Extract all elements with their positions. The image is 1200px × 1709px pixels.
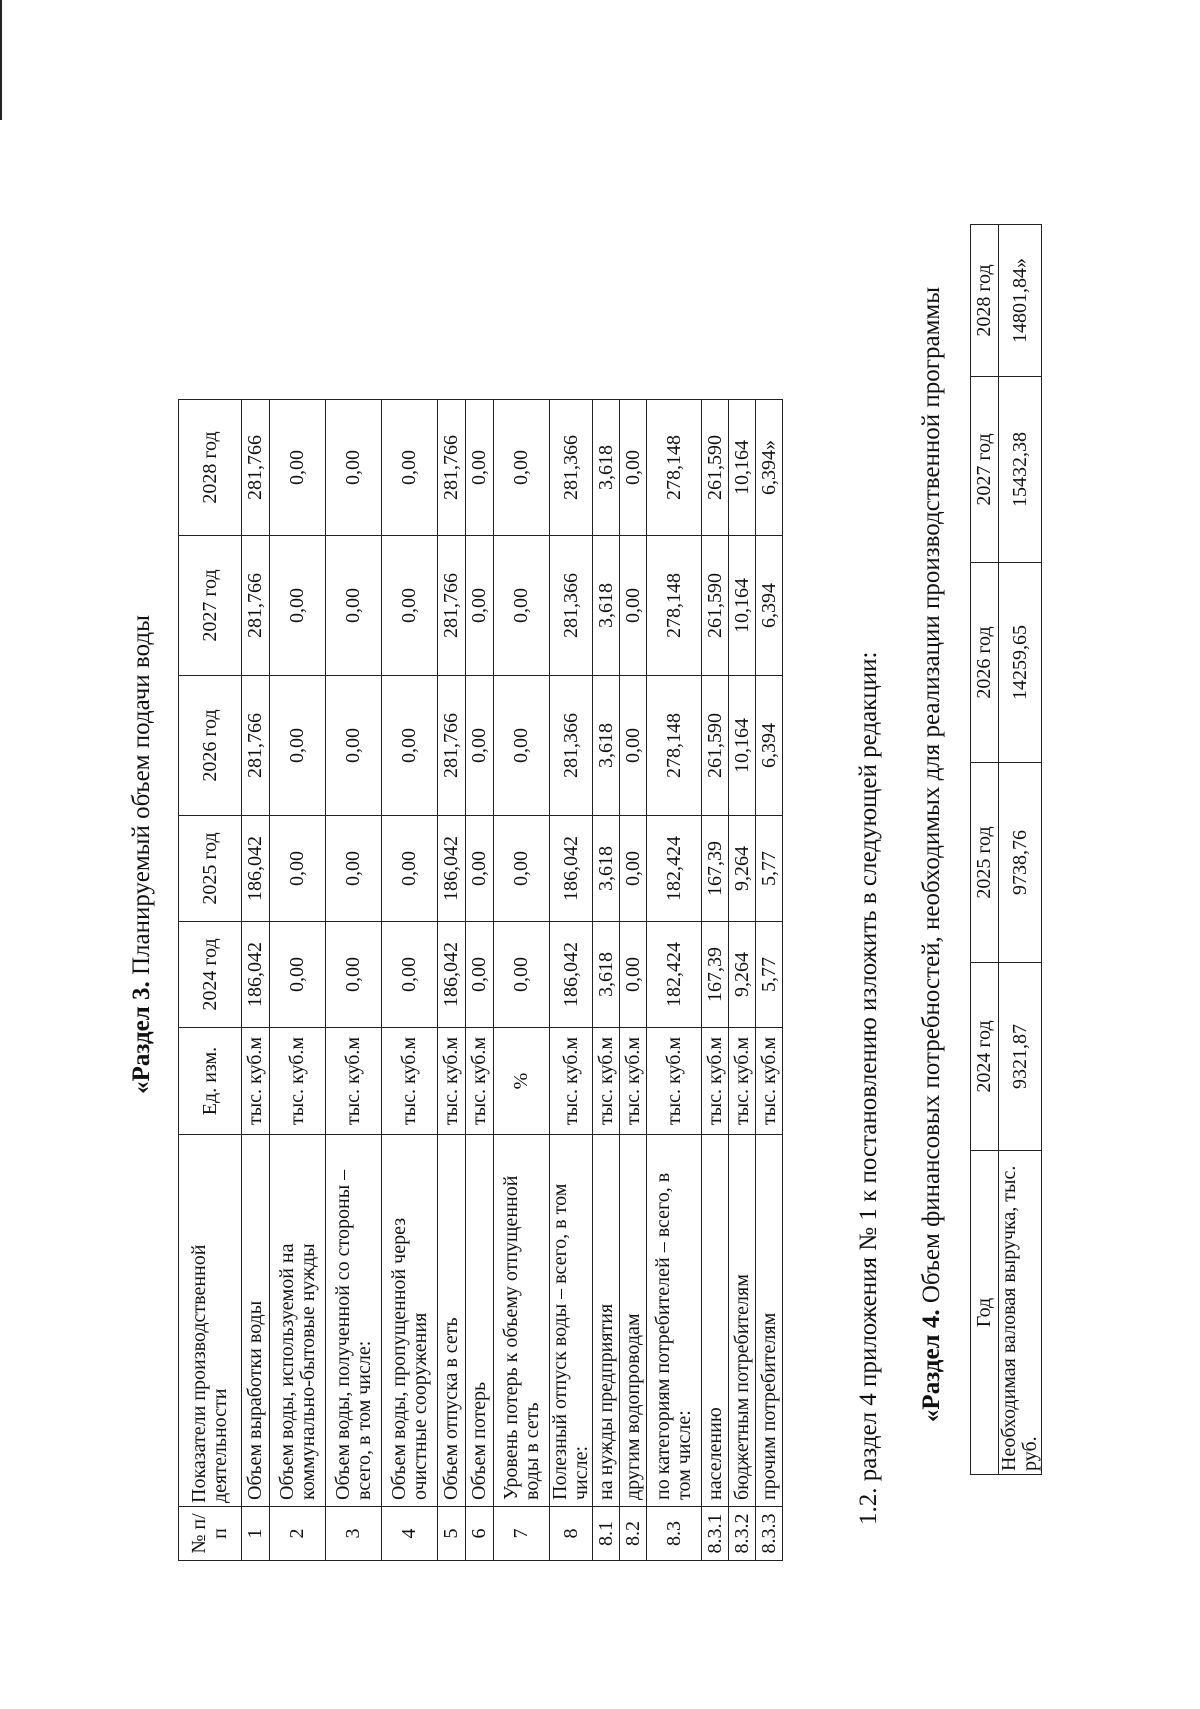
row-number-cell: 6 [466, 1507, 494, 1561]
value-cell: 186,042 [438, 922, 466, 1028]
section-3-title: «Раздел 3. Планируемый объем подачи воды [128, 615, 155, 1094]
row-number-cell: 8.3.2 [729, 1507, 756, 1561]
table-cell: 14801,84» [999, 225, 1042, 377]
indicator-name-cell: Объем отпуска в сеть [438, 1135, 466, 1507]
value-cell: 186,042 [242, 816, 270, 922]
indicator-name-cell: прочим потребителям [756, 1135, 783, 1507]
value-cell: 281,766 [242, 536, 270, 676]
value-cell: 0,00 [270, 536, 326, 676]
table-header-row [971, 225, 999, 1475]
header-cell: 2028 год [971, 225, 999, 377]
row-number-cell: 2 [270, 1507, 326, 1561]
value-cell: 281,766 [438, 400, 466, 536]
value-cell: 3,618 [593, 400, 620, 536]
unit-cell: тыс. куб.м [438, 1028, 466, 1135]
value-cell: 0,00 [620, 400, 647, 536]
value-cell: 281,366 [550, 676, 593, 816]
value-cell: 0,00 [382, 676, 438, 816]
table-row [647, 400, 702, 1561]
row-number-cell: 8.1 [593, 1507, 620, 1561]
header-cell: 2026 год [179, 676, 242, 816]
value-cell: 281,766 [242, 400, 270, 536]
value-cell: 0,00 [466, 400, 494, 536]
indicator-name-cell: по категориям потребителей – всего, в том числе: [647, 1135, 702, 1507]
value-cell: 0,00 [270, 400, 326, 536]
indicator-name-cell: населению [702, 1135, 729, 1507]
indicator-name-cell: на нужды предприятия [593, 1135, 620, 1507]
row-number-cell: 8.2 [620, 1507, 647, 1561]
value-cell: 0,00 [494, 922, 550, 1028]
value-cell: 0,00 [494, 676, 550, 816]
value-cell: 3,618 [593, 676, 620, 816]
value-cell: 186,042 [242, 922, 270, 1028]
value-cell: 182,424 [647, 922, 702, 1028]
table-row [756, 400, 783, 1561]
header-cell: 2024 год [179, 922, 242, 1028]
indicator-name-cell: другим водопроводам [620, 1135, 647, 1507]
financial-needs-table [970, 224, 1042, 1475]
header-cell: 2027 год [971, 377, 999, 563]
unit-cell: тыс. куб.м [270, 1028, 326, 1135]
indicator-name-cell: Полезный отпуск воды – всего, в том числе: [550, 1135, 593, 1507]
unit-cell: тыс. куб.м [756, 1028, 783, 1135]
value-cell: 281,766 [438, 536, 466, 676]
row-number-cell: 5 [438, 1507, 466, 1561]
value-cell: 9,264 [729, 922, 756, 1028]
table-row [593, 400, 620, 1561]
indicator-name-cell: Объем выработки воды [242, 1135, 270, 1507]
table-cell: 9321,87 [999, 963, 1042, 1151]
value-cell: 0,00 [326, 816, 382, 922]
indicator-name-cell: Объем воды, пропущенной через очистные сооружения [382, 1135, 438, 1507]
amendment-note: 1.2. раздел 4 приложения № 1 к постановлению изложить в следующей редакции: [855, 651, 882, 1525]
value-cell: 281,766 [242, 676, 270, 816]
header-cell: 2028 год [179, 400, 242, 536]
value-cell: 261,590 [702, 536, 729, 676]
header-cell: 2027 год [179, 536, 242, 676]
value-cell: 0,00 [326, 536, 382, 676]
unit-cell: тыс. куб.м [242, 1028, 270, 1135]
unit-cell: % [494, 1028, 550, 1135]
unit-cell: тыс. куб.м [550, 1028, 593, 1135]
value-cell: 3,618 [593, 922, 620, 1028]
row-number-cell: 8.3.1 [702, 1507, 729, 1561]
table-row [702, 400, 729, 1561]
value-cell: 281,366 [550, 400, 593, 536]
value-cell: 0,00 [326, 922, 382, 1028]
value-cell: 186,042 [550, 922, 593, 1028]
value-cell: 0,00 [382, 922, 438, 1028]
table-cell: 15432,38 [999, 377, 1042, 563]
indicator-name-cell: Уровень потерь к объему отпущенной воды в сеть [494, 1135, 550, 1507]
value-cell: 0,00 [494, 400, 550, 536]
table-row [326, 400, 382, 1561]
value-cell: 0,00 [326, 676, 382, 816]
table-cell: 14259,65 [999, 563, 1042, 763]
table-row [620, 400, 647, 1561]
value-cell: 0,00 [382, 816, 438, 922]
value-cell: 0,00 [466, 536, 494, 676]
value-cell: 5,77 [756, 922, 783, 1028]
value-cell: 278,148 [647, 676, 702, 816]
table-row [438, 400, 466, 1561]
value-cell: 9,264 [729, 816, 756, 922]
value-cell: 0,00 [620, 676, 647, 816]
unit-cell: тыс. куб.м [593, 1028, 620, 1135]
value-cell: 6,394 [756, 536, 783, 676]
unit-cell: тыс. куб.м [382, 1028, 438, 1135]
indicator-name-cell: Объем воды, полученной со стороны – всего, в том числе: [326, 1135, 382, 1507]
unit-cell: тыс. куб.м [647, 1028, 702, 1135]
row-number-cell: 7 [494, 1507, 550, 1561]
row-number-cell: 8.3 [647, 1507, 702, 1561]
value-cell: 167,39 [702, 922, 729, 1028]
header-cell: 2024 год [971, 963, 999, 1151]
value-cell: 0,00 [270, 676, 326, 816]
row-number-cell: 4 [382, 1507, 438, 1561]
indicator-name-cell: Объем потерь [466, 1135, 494, 1507]
header-cell: 2025 год [179, 816, 242, 922]
value-cell: 0,00 [620, 922, 647, 1028]
value-cell: 182,424 [647, 816, 702, 922]
value-cell: 0,00 [466, 922, 494, 1028]
value-cell: 0,00 [620, 816, 647, 922]
value-cell: 0,00 [270, 922, 326, 1028]
indicator-name-cell: Объем воды, используемой на коммунально-бытовые нужды [270, 1135, 326, 1507]
table-row [242, 400, 270, 1561]
table-row [550, 400, 593, 1561]
indicator-name-cell: бюджетным потребителям [729, 1135, 756, 1507]
value-cell: 0,00 [466, 676, 494, 816]
table-row [466, 400, 494, 1561]
section-4-title: «Раздел 4. Объем финансовых потребностей, необходимых для реализации производственной программы [918, 286, 945, 1423]
value-cell: 0,00 [382, 400, 438, 536]
value-cell: 6,394 [756, 676, 783, 816]
value-cell: 5,77 [756, 816, 783, 922]
value-cell: 6,394» [756, 400, 783, 536]
value-cell: 278,148 [647, 400, 702, 536]
row-number-cell: 1 [242, 1507, 270, 1561]
table-row [494, 400, 550, 1561]
water-supply-table [178, 399, 783, 1561]
value-cell: 0,00 [382, 536, 438, 676]
unit-cell: тыс. куб.м [702, 1028, 729, 1135]
value-cell: 10,164 [729, 536, 756, 676]
table-row [270, 400, 326, 1561]
value-cell: 0,00 [270, 816, 326, 922]
value-cell: 10,164 [729, 676, 756, 816]
value-cell: 261,590 [702, 400, 729, 536]
value-cell: 0,00 [466, 816, 494, 922]
table-row [382, 400, 438, 1561]
header-cell: 2025 год [971, 763, 999, 963]
value-cell: 3,618 [593, 536, 620, 676]
row-number-cell: 3 [326, 1507, 382, 1561]
table-row [729, 400, 756, 1561]
value-cell: 186,042 [438, 816, 466, 922]
value-cell: 281,766 [438, 676, 466, 816]
table-cell: Необходимая валовая выручка, тыс. руб. [999, 1151, 1042, 1475]
header-cell: 2026 год [971, 563, 999, 763]
value-cell: 186,042 [550, 816, 593, 922]
unit-cell: тыс. куб.м [620, 1028, 647, 1135]
value-cell: 10,164 [729, 400, 756, 536]
header-cell: Показатели производственной деятельности [179, 1135, 242, 1507]
unit-cell: тыс. куб.м [466, 1028, 494, 1135]
value-cell: 0,00 [494, 536, 550, 676]
value-cell: 278,148 [647, 536, 702, 676]
unit-cell: тыс. куб.м [729, 1028, 756, 1135]
header-cell: № п/п [179, 1507, 242, 1561]
row-number-cell: 8.3.3 [756, 1507, 783, 1561]
unit-cell: тыс. куб.м [326, 1028, 382, 1135]
table-header-row [179, 400, 242, 1561]
value-cell: 261,590 [702, 676, 729, 816]
value-cell: 3,618 [593, 816, 620, 922]
value-cell: 0,00 [326, 400, 382, 536]
header-cell: Ед. изм. [179, 1028, 242, 1135]
header-cell: Год [971, 1151, 999, 1475]
value-cell: 0,00 [620, 536, 647, 676]
value-cell: 0,00 [494, 816, 550, 922]
table-cell: 9738,76 [999, 763, 1042, 963]
value-cell: 281,366 [550, 536, 593, 676]
table-row [999, 225, 1042, 1475]
row-number-cell: 8 [550, 1507, 593, 1561]
value-cell: 167,39 [702, 816, 729, 922]
